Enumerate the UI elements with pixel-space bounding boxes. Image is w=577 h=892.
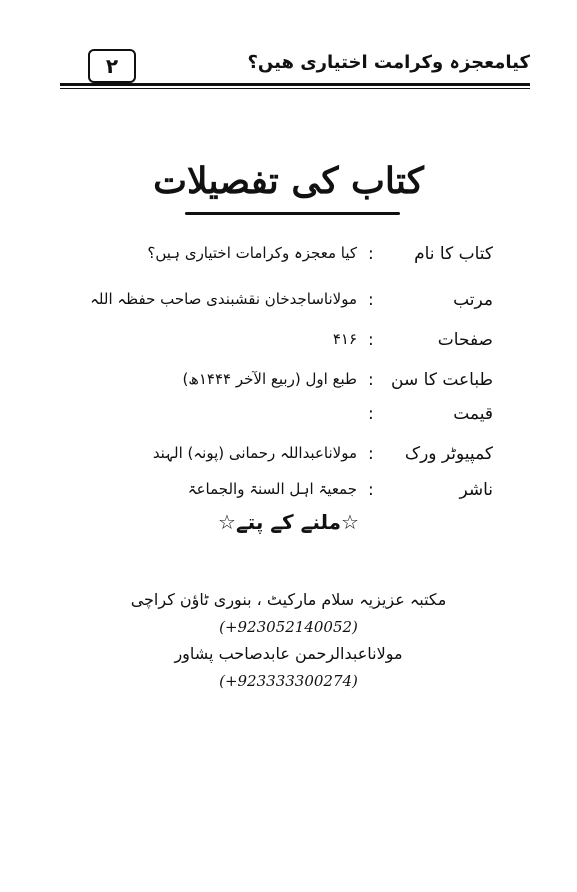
detail-colon: : <box>368 290 374 310</box>
detail-value: ۴۱۶ <box>332 330 357 348</box>
detail-label: قیمت <box>453 404 493 424</box>
header-rule-thick <box>60 83 530 86</box>
address-line: مولاناعبدالرحمن عابدصاحب پشاور <box>174 644 403 663</box>
phone-number: (+923333300274) <box>219 672 358 690</box>
detail-row-book-name <box>0 240 577 274</box>
detail-label: کمپیوٹر ورک <box>404 444 493 464</box>
detail-colon: : <box>368 404 374 424</box>
address-line: مکتبہ عزیزیہ سلام مارکیٹ ، بنوری ٹاؤن کراچی <box>130 590 447 609</box>
detail-value: مولاناعبداللہ رحمانی (پونہ) الہند <box>152 444 357 462</box>
detail-label: مرتب <box>453 290 493 310</box>
availability-heading: ☆ملنے کے پتے☆ <box>218 510 359 534</box>
detail-row-pages <box>0 326 577 360</box>
detail-colon: : <box>368 244 374 264</box>
detail-value: کیا معجزہ وکرامات اختیاری ہیں؟ <box>147 244 357 262</box>
detail-row-print-year <box>0 366 577 400</box>
title-underline <box>185 212 400 215</box>
detail-colon: : <box>368 444 374 464</box>
running-header-title: کیامعجزہ وکرامت اختیاری ھیں؟ <box>247 52 530 73</box>
detail-colon: : <box>368 370 374 390</box>
page-number: ۲ <box>105 54 119 78</box>
detail-colon: : <box>368 330 374 350</box>
detail-value: مولاناساجدخان نقشبندی صاحب حفظہ اللہ <box>90 290 357 308</box>
page-title: کتاب کی تفصیلات <box>153 160 424 202</box>
header-rule-thin <box>60 88 530 89</box>
detail-row-compiler <box>0 286 577 320</box>
detail-value: جمعیۃ اہل السنۃ والجماعۃ <box>187 480 357 498</box>
detail-row-composing <box>0 440 577 474</box>
detail-colon: : <box>368 480 374 500</box>
page-number-box <box>88 49 136 83</box>
detail-label: طباعت کا سن <box>391 370 493 390</box>
detail-label: کتاب کا نام <box>414 244 493 264</box>
detail-row-publisher <box>0 476 577 510</box>
detail-value: طبع اول (ربیع الآخر ۱۴۴۴ھ) <box>182 370 357 388</box>
detail-label: صفحات <box>437 330 493 350</box>
detail-label: ناشر <box>459 480 493 500</box>
detail-row-price <box>0 400 577 434</box>
phone-number: (+923052140052) <box>219 618 358 636</box>
